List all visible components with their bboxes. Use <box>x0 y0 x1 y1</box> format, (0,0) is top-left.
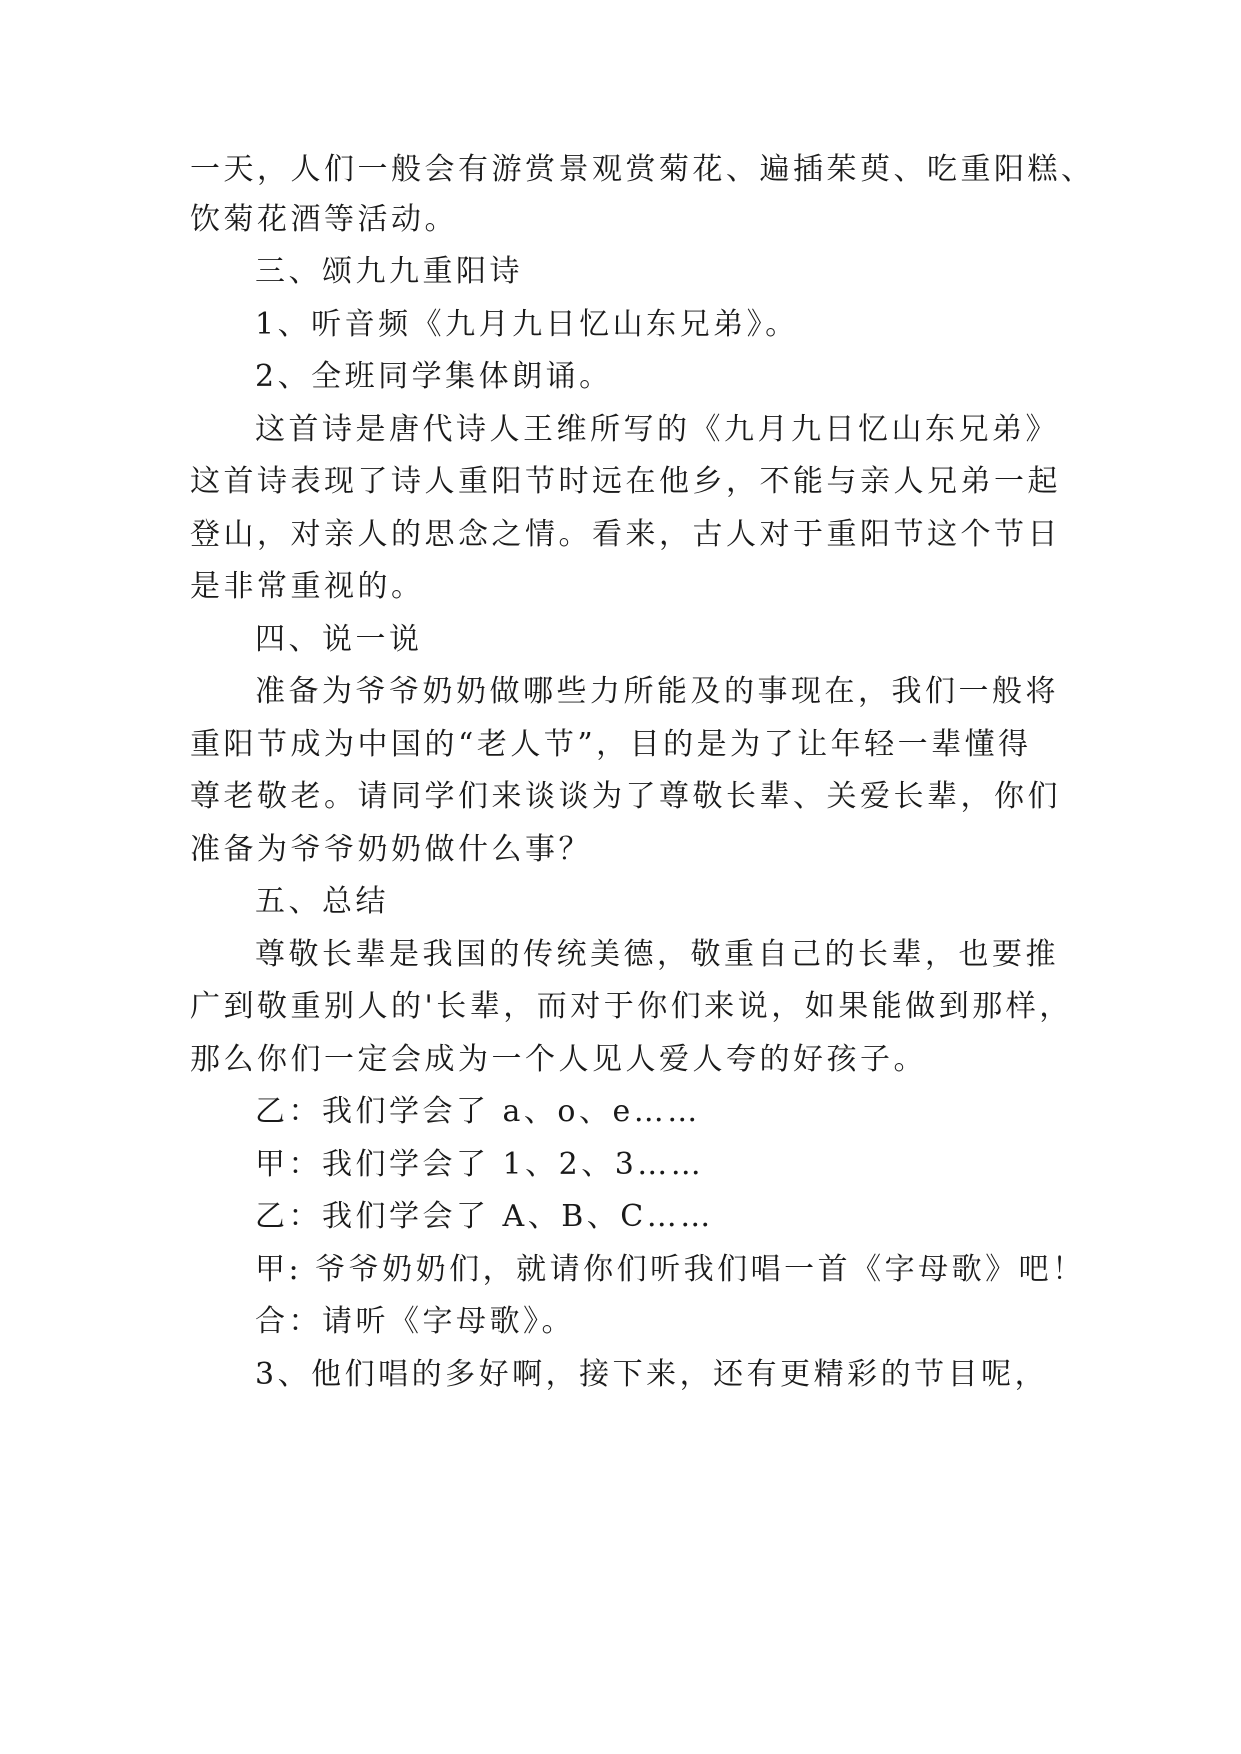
list-item: 1、听音频《九月九日忆山东兄弟》。 <box>255 307 799 342</box>
paragraph-line: 那么你们一定会成为一个人见人爱人夸的好孩子。 <box>190 1042 927 1077</box>
paragraph-line: 登山，对亲人的思念之情。看来，古人对于重阳节这个节日 <box>190 517 1061 552</box>
paragraph-line: 准备为爷爷奶奶做哪些力所能及的事现在，我们一般将 <box>255 674 1059 709</box>
paragraph-line: 是非常重视的。 <box>190 569 425 604</box>
section-heading: 四、说一说 <box>255 622 423 657</box>
dialogue-line: 甲：我们学会了 1、2、3…… <box>255 1147 705 1182</box>
list-item: 2、全班同学集体朗诵。 <box>255 359 613 394</box>
section-heading: 三、颂九九重阳诗 <box>255 254 523 289</box>
paragraph-line: 尊敬长辈是我国的传统美德，敬重自己的长辈，也要推 <box>255 937 1059 972</box>
dialogue-line: 乙：我们学会了 A、B、C…… <box>255 1199 714 1234</box>
dialogue-line: 合：请听《字母歌》。 <box>255 1304 575 1339</box>
paragraph-line: 这首诗表现了诗人重阳节时远在他乡，不能与亲人兄弟一起 <box>190 464 1061 499</box>
paragraph-line: 一天，人们一般会有游赏景观赏菊花、遍插茱萸、吃重阳糕、 <box>190 152 1095 187</box>
section-heading: 五、总结 <box>255 884 389 919</box>
paragraph-line: 这首诗是唐代诗人王维所写的《九月九日忆山东兄弟》 <box>255 412 1059 447</box>
paragraph-line: 重阳节成为中国的“老人节”，目的是为了让年轻一辈懂得 <box>190 727 1032 762</box>
paragraph-line: 3、他们唱的多好啊，接下来，还有更精彩的节目呢， <box>255 1357 1049 1392</box>
paragraph-line: 准备为爷爷奶奶做什么事？ <box>190 832 592 867</box>
dialogue-line: 甲: 爷爷奶奶们，就请你们听我们唱一首《字母歌》吧！ <box>255 1252 1086 1287</box>
paragraph-line: 饮菊花酒等活动。 <box>190 202 458 237</box>
dialogue-line: 乙：我们学会了 a、o、e…… <box>255 1094 701 1129</box>
paragraph-line: 广到敬重别人的'长辈，而对于你们来说，如果能做到那样， <box>190 989 1073 1024</box>
paragraph-line: 尊老敬老。请同学们来谈谈为了尊敬长辈、关爱长辈，你们 <box>190 779 1061 814</box>
